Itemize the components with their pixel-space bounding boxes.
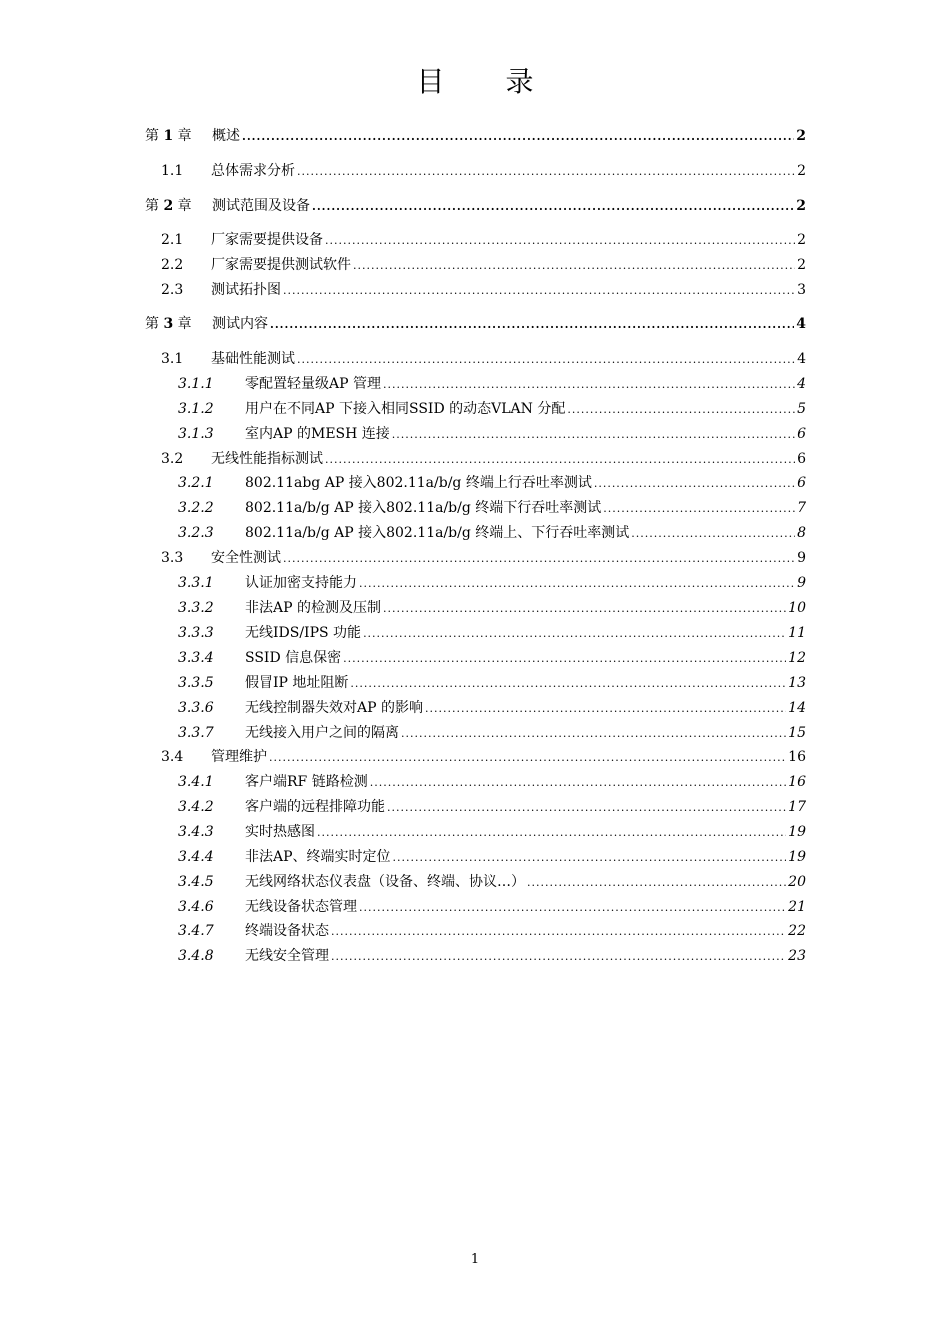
toc-leader-dots — [312, 198, 794, 216]
toc-entry-page: 15 — [788, 725, 806, 741]
toc-entry-title: SSID 信息保密 — [245, 650, 342, 666]
toc-entry-title: 测试内容 — [212, 316, 268, 332]
toc-entry-number: 3.3.1 — [178, 575, 214, 591]
toc-leader-dots — [242, 128, 794, 146]
toc-leader-dots — [393, 849, 787, 867]
toc-subsection-entry[interactable] — [178, 574, 806, 593]
toc-entry-number: 3.2.1 — [178, 475, 214, 491]
toc-entry-page: 8 — [797, 525, 806, 541]
toc-entry-title: 假冒IP 地址阻断 — [245, 675, 349, 691]
toc-entry-title: 安全性测试 — [211, 550, 281, 566]
toc-entry-page: 7 — [797, 500, 806, 516]
toc-entry-title: 管理维护 — [211, 749, 267, 765]
toc-leader-dots — [401, 725, 786, 743]
toc-entry-title: 非法AP 的检测及压制 — [245, 600, 381, 616]
toc-subsection-entry[interactable] — [178, 499, 806, 518]
toc-entry-number: 3.3 — [161, 550, 184, 566]
toc-entry-page: 14 — [788, 700, 806, 716]
toc-entry-number: 3.4.3 — [178, 824, 214, 840]
toc-entry-number: 2.3 — [161, 282, 184, 298]
toc-entry-title: 实时热感图 — [245, 824, 315, 840]
toc-entry-number: 3.4.8 — [178, 948, 214, 964]
toc-entry-title: 用户在不同AP 下接入相同SSID 的动态VLAN 分配 — [245, 401, 566, 417]
toc-entry-page: 20 — [788, 874, 806, 890]
toc-entry-page: 23 — [788, 948, 806, 964]
toc-entry-title: 认证加密支持能力 — [245, 575, 357, 591]
chapter-prefix: 第 — [145, 316, 164, 332]
toc-subsection-entry[interactable] — [178, 425, 806, 444]
toc-leader-dots — [269, 749, 786, 767]
toc-leader-dots — [297, 163, 795, 181]
toc-entry-page: 17 — [788, 799, 806, 815]
toc-leader-dots — [350, 675, 786, 693]
toc-entry-title: 厂家需要提供测试软件 — [211, 257, 351, 273]
toc-subsection-entry[interactable] — [178, 823, 806, 842]
toc-entry-title: 室内AP 的MESH 连接 — [245, 426, 390, 442]
toc-subsection-entry[interactable] — [178, 400, 806, 419]
chapter-number: 1 — [163, 128, 174, 144]
toc-entry-number: 1.1 — [161, 163, 184, 179]
toc-entry-page: 16 — [788, 774, 806, 790]
toc-entry-number: 3.3.4 — [178, 650, 214, 666]
toc-entry-page: 5 — [797, 401, 806, 417]
toc-entry-page: 9 — [797, 575, 806, 591]
toc-entry-page: 4 — [797, 376, 806, 392]
toc-leader-dots — [270, 316, 794, 334]
toc-section-entry[interactable] — [161, 231, 806, 250]
toc-chapter-entry[interactable] — [145, 197, 806, 216]
toc-entry-title: 终端设备状态 — [245, 923, 329, 939]
toc-subsection-entry[interactable] — [178, 624, 806, 643]
toc-chapter-entry[interactable] — [145, 315, 806, 334]
toc-entry-number — [145, 315, 212, 333]
toc-leader-dots — [527, 874, 786, 892]
toc-leader-dots — [331, 948, 786, 966]
toc-section-entry[interactable] — [161, 450, 806, 469]
chapter-suffix: 章 — [173, 128, 192, 144]
toc-subsection-entry[interactable] — [178, 699, 806, 718]
chapter-suffix: 章 — [173, 316, 192, 332]
toc-entry-number: 3.4.1 — [178, 774, 214, 790]
toc-entry-page: 4 — [796, 316, 806, 332]
toc-section-entry[interactable] — [161, 549, 806, 568]
toc-subsection-entry[interactable] — [178, 947, 806, 966]
toc-leader-dots — [383, 376, 795, 394]
toc-leader-dots — [567, 401, 795, 419]
toc-leader-dots — [359, 575, 795, 593]
toc-entry-number: 3.2.3 — [178, 525, 214, 541]
toc-entry-page: 22 — [788, 923, 806, 939]
chapter-number: 3 — [163, 316, 174, 332]
toc-entry-title: 无线网络状态仪表盘（设备、终端、协议…） — [245, 874, 525, 890]
toc-entry-page: 3 — [797, 282, 806, 298]
toc-entry-page: 6 — [797, 475, 806, 491]
toc-subsection-entry[interactable] — [178, 724, 806, 743]
toc-entry-title: 无线性能指标测试 — [211, 451, 323, 467]
toc-entry-number — [145, 197, 212, 215]
toc-entry-title: 无线设备状态管理 — [245, 899, 357, 915]
toc-entry-title: 非法AP、终端实时定位 — [245, 849, 391, 865]
toc-entry-number: 3.3.6 — [178, 700, 214, 716]
toc-entry-number: 3.2 — [161, 451, 184, 467]
toc-entry-page: 2 — [797, 163, 806, 179]
toc-entry-title: 802.11abg AP 接入802.11a/b/g 终端上行吞吐率测试 — [245, 475, 592, 491]
toc-entry-number — [145, 127, 212, 145]
chapter-suffix: 章 — [173, 198, 192, 214]
toc-entry-page: 6 — [797, 451, 806, 467]
toc-entry-page: 4 — [797, 351, 806, 367]
toc-leader-dots — [387, 799, 786, 817]
chapter-prefix: 第 — [145, 198, 164, 214]
toc-entry-page: 16 — [788, 749, 806, 765]
toc-section-entry[interactable] — [161, 256, 806, 275]
toc-entry-page: 12 — [788, 650, 806, 666]
toc-leader-dots — [425, 700, 786, 718]
toc-entry-title: 客户端RF 链路检测 — [245, 774, 368, 790]
toc-subsection-entry[interactable] — [178, 649, 806, 668]
toc-leader-dots — [363, 625, 786, 643]
page-number: 1 — [470, 1252, 480, 1267]
toc-entry-number: 3.1 — [161, 351, 184, 367]
toc-entry-number: 3.4.7 — [178, 923, 214, 939]
chapter-prefix: 第 — [145, 128, 164, 144]
toc-entry-title: 客户端的远程排障功能 — [245, 799, 385, 815]
toc-subsection-entry[interactable] — [178, 873, 806, 892]
toc-leader-dots — [383, 600, 786, 618]
toc-entry-number: 3.1.2 — [178, 401, 214, 417]
toc-subsection-entry[interactable] — [178, 474, 806, 493]
chapter-number: 2 — [163, 198, 174, 214]
toc-entry-page: 9 — [797, 550, 806, 566]
toc-entry-title: 无线接入用户之间的隔离 — [245, 725, 399, 741]
toc-entry-number: 3.3.3 — [178, 625, 214, 641]
toc-leader-dots — [603, 500, 795, 518]
toc-title: 目 录 — [416, 65, 560, 98]
toc-leader-dots — [353, 257, 795, 275]
toc-entry-page: 2 — [797, 257, 806, 273]
toc-entry-number: 3.4.2 — [178, 799, 214, 815]
toc-entry-title: 802.11a/b/g AP 接入802.11a/b/g 终端下行吞吐率测试 — [245, 500, 602, 516]
toc-entry-title: 零配置轻量级AP 管理 — [245, 376, 381, 392]
toc-entry-number: 2.2 — [161, 257, 184, 273]
toc-leader-dots — [594, 475, 795, 493]
toc-entry-number: 3.4.4 — [178, 849, 214, 865]
toc-chapter-entry[interactable] — [145, 127, 806, 146]
toc-entry-page: 19 — [788, 824, 806, 840]
toc-entry-title: 基础性能测试 — [211, 351, 295, 367]
toc-leader-dots — [325, 451, 795, 469]
toc-leader-dots — [343, 650, 786, 668]
toc-entry-number: 3.2.2 — [178, 500, 214, 516]
toc-entry-title: 无线安全管理 — [245, 948, 329, 964]
toc-entry-title: 无线IDS/IPS 功能 — [245, 625, 362, 641]
toc-leader-dots — [331, 923, 786, 941]
toc-entry-title: 概述 — [212, 128, 240, 144]
toc-entry-number: 3.3.2 — [178, 600, 214, 616]
toc-entry-page: 21 — [788, 899, 806, 915]
toc-entry-number: 3.4.6 — [178, 899, 214, 915]
toc-entry-number: 3.4 — [161, 749, 184, 765]
toc-leader-dots — [359, 899, 786, 917]
toc-entry-page: 13 — [788, 675, 806, 691]
toc-entry-page: 19 — [788, 849, 806, 865]
toc-leader-dots — [370, 774, 786, 792]
toc-entry-number: 3.3.5 — [178, 675, 214, 691]
toc-entry-title: 总体需求分析 — [211, 163, 295, 179]
toc-leader-dots — [631, 525, 795, 543]
toc-entry-page: 6 — [797, 426, 806, 442]
toc-leader-dots — [283, 282, 795, 300]
toc-section-entry[interactable] — [161, 350, 806, 369]
toc-entry-title: 802.11a/b/g AP 接入802.11a/b/g 终端上、下行吞吐率测试 — [245, 525, 630, 541]
toc-entry-page: 2 — [796, 198, 806, 214]
toc-leader-dots — [283, 550, 795, 568]
toc-entry-page: 2 — [797, 232, 806, 248]
toc-entry-title: 测试拓扑图 — [211, 282, 281, 298]
toc-subsection-entry[interactable] — [178, 674, 806, 693]
toc-entry-page: 10 — [788, 600, 806, 616]
toc-entry-page: 2 — [796, 128, 806, 144]
toc-subsection-entry[interactable] — [178, 375, 806, 394]
toc-section-entry[interactable] — [161, 748, 806, 767]
toc-subsection-entry[interactable] — [178, 848, 806, 867]
toc-section-entry[interactable] — [161, 281, 806, 300]
toc-entry-page: 11 — [788, 625, 806, 641]
toc-subsection-entry[interactable] — [178, 773, 806, 792]
toc-entry-number: 3.1.3 — [178, 426, 214, 442]
toc-leader-dots — [325, 232, 795, 250]
toc-leader-dots — [392, 426, 795, 444]
toc-entry-number: 3.1.1 — [178, 376, 214, 392]
toc-entry-title: 测试范围及设备 — [212, 198, 310, 214]
toc-entry-title: 厂家需要提供设备 — [211, 232, 323, 248]
toc-leader-dots — [317, 824, 786, 842]
toc-entry-title: 无线控制器失效对AP 的影响 — [245, 700, 423, 716]
toc-subsection-entry[interactable] — [178, 922, 806, 941]
toc-leader-dots — [297, 351, 795, 369]
toc-entry-number: 3.4.5 — [178, 874, 214, 890]
toc-section-entry[interactable] — [161, 162, 806, 181]
toc-subsection-entry[interactable] — [178, 798, 806, 817]
toc-subsection-entry[interactable] — [178, 524, 806, 543]
toc-subsection-entry[interactable] — [178, 898, 806, 917]
toc-subsection-entry[interactable] — [178, 599, 806, 618]
toc-entry-number: 3.3.7 — [178, 725, 214, 741]
toc-entry-number: 2.1 — [161, 232, 184, 248]
